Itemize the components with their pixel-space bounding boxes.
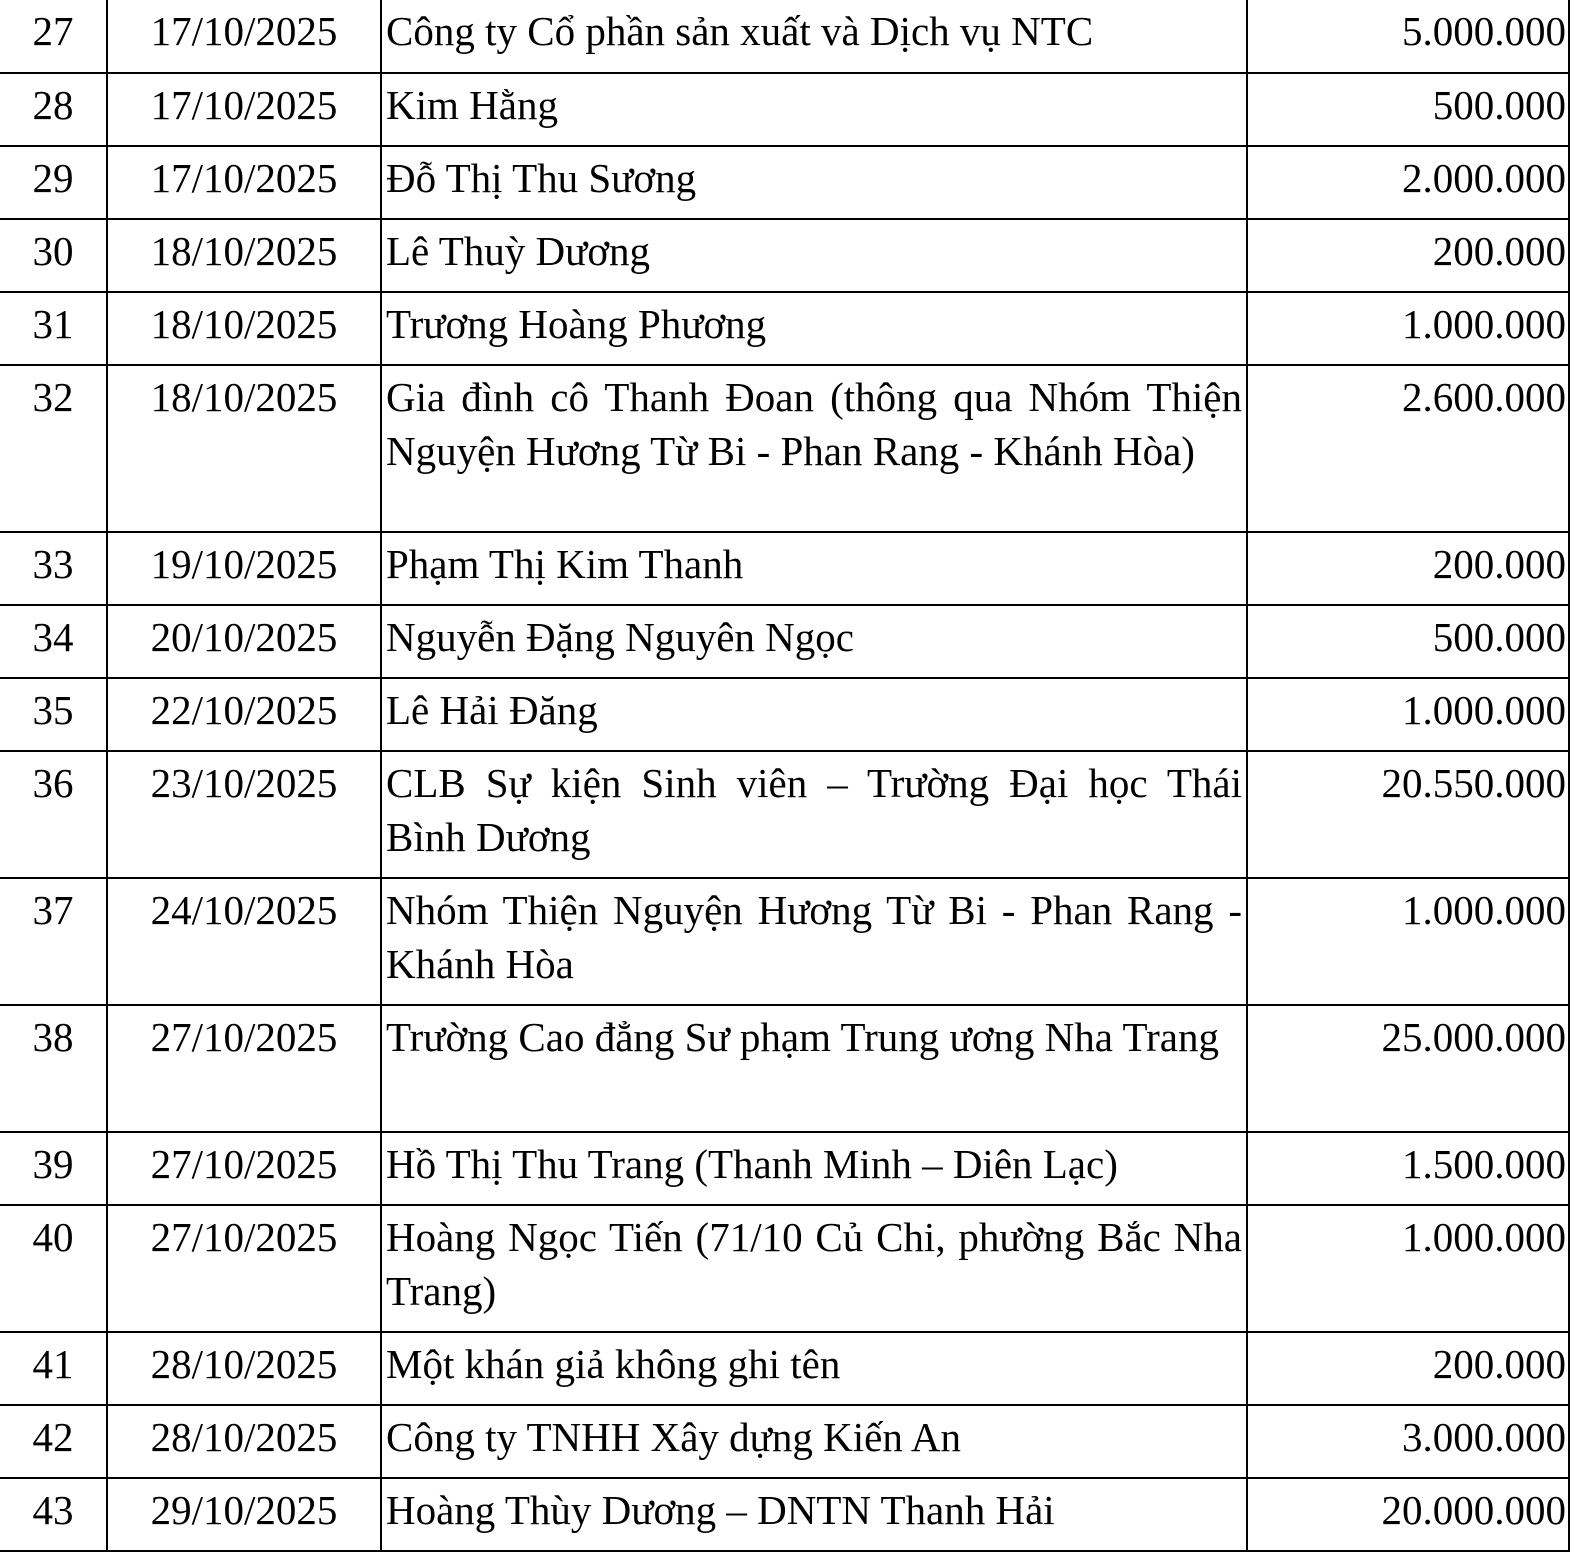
- row-number: 30: [32, 228, 74, 274]
- amount-cell: [1247, 365, 1569, 532]
- donation-date: 29/10/2025: [150, 1487, 338, 1533]
- donation-date: 18/10/2025: [150, 374, 338, 420]
- donor-name: CLB Sự kiện Sinh viên – Trường Đại học Thái Bình Dương: [386, 760, 1242, 860]
- donor-cell: [381, 532, 1247, 605]
- date-cell: [107, 878, 381, 1005]
- donor-cell: [381, 0, 1247, 73]
- amount-cell: [1247, 1205, 1569, 1332]
- table-row: [0, 73, 1569, 146]
- date-cell: [107, 678, 381, 751]
- donation-date: 18/10/2025: [150, 301, 338, 347]
- date-cell: [107, 146, 381, 219]
- donation-amount: 20.000.000: [1381, 1487, 1566, 1533]
- row-number: 43: [32, 1487, 74, 1533]
- donor-cell: [381, 878, 1247, 1005]
- table-row: [0, 878, 1569, 1005]
- donor-cell: [381, 605, 1247, 678]
- donor-name: Trường Cao đẳng Sư phạm Trung ương Nha Trang: [386, 1014, 1219, 1060]
- amount-cell: [1247, 1478, 1569, 1551]
- row-number: 27: [32, 8, 74, 54]
- donation-amount: 200.000: [1432, 1341, 1566, 1387]
- donor-cell: [381, 1205, 1247, 1332]
- amount-cell: [1247, 0, 1569, 73]
- donor-name: Một khán giả không ghi tên: [386, 1341, 841, 1387]
- amount-cell: [1247, 1005, 1569, 1132]
- table-row: [0, 751, 1569, 878]
- donor-name: Hoàng Thùy Dương – DNTN Thanh Hải: [386, 1487, 1055, 1533]
- donation-amount: 2.600.000: [1402, 374, 1566, 420]
- row-number-cell: [0, 751, 107, 878]
- row-number-cell: [0, 219, 107, 292]
- donation-date: 28/10/2025: [150, 1414, 338, 1460]
- row-number: 31: [32, 301, 74, 347]
- date-cell: [107, 1205, 381, 1332]
- donation-amount: 3.000.000: [1402, 1414, 1566, 1460]
- table-row: [0, 1005, 1569, 1132]
- donation-date: 27/10/2025: [150, 1141, 338, 1187]
- date-cell: [107, 1005, 381, 1132]
- row-number-cell: [0, 1478, 107, 1551]
- table-row: [0, 1478, 1569, 1551]
- table-row: [0, 605, 1569, 678]
- donor-cell: [381, 751, 1247, 878]
- table-row: [0, 219, 1569, 292]
- donation-amount: 200.000: [1432, 228, 1566, 274]
- donation-date: 19/10/2025: [150, 541, 338, 587]
- row-number: 29: [32, 155, 74, 201]
- row-number: 40: [32, 1214, 74, 1260]
- donor-name: Công ty TNHH Xây dựng Kiến An: [386, 1414, 961, 1460]
- amount-cell: [1247, 219, 1569, 292]
- donation-date: 20/10/2025: [150, 614, 338, 660]
- row-number-cell: [0, 605, 107, 678]
- donor-name: Công ty Cổ phần sản xuất và Dịch vụ NTC: [386, 8, 1094, 54]
- date-cell: [107, 1478, 381, 1551]
- donation-date: 27/10/2025: [150, 1014, 338, 1060]
- amount-cell: [1247, 605, 1569, 678]
- amount-cell: [1247, 678, 1569, 751]
- table-row: [0, 146, 1569, 219]
- donor-name: Hoàng Ngọc Tiến (71/10 Củ Chi, phường Bắc Nha Trang): [386, 1214, 1242, 1314]
- row-number-cell: [0, 1405, 107, 1478]
- donation-amount: 200.000: [1432, 541, 1566, 587]
- donation-date: 28/10/2025: [150, 1341, 338, 1387]
- date-cell: [107, 532, 381, 605]
- donation-date: 27/10/2025: [150, 1214, 338, 1260]
- donor-cell: [381, 1005, 1247, 1132]
- row-number: 38: [32, 1014, 74, 1060]
- donor-name: Lê Hải Đăng: [386, 687, 598, 733]
- amount-cell: [1247, 878, 1569, 1005]
- donation-amount: 500.000: [1432, 82, 1566, 128]
- donation-amount: 1.000.000: [1402, 1214, 1566, 1260]
- donation-date: 22/10/2025: [150, 687, 338, 733]
- donor-name: Hồ Thị Thu Trang (Thanh Minh – Diên Lạc): [386, 1141, 1118, 1187]
- row-number-cell: [0, 878, 107, 1005]
- date-cell: [107, 751, 381, 878]
- donor-cell: [381, 1132, 1247, 1205]
- donor-name: Lê Thuỳ Dương: [386, 228, 651, 274]
- date-cell: [107, 1332, 381, 1405]
- table-row: [0, 365, 1569, 532]
- row-number-cell: [0, 678, 107, 751]
- donor-cell: [381, 365, 1247, 532]
- row-number-cell: [0, 1332, 107, 1405]
- date-cell: [107, 1132, 381, 1205]
- donation-amount: 2.000.000: [1402, 155, 1566, 201]
- row-number-cell: [0, 365, 107, 532]
- amount-cell: [1247, 532, 1569, 605]
- row-number: 35: [32, 687, 74, 733]
- donor-cell: [381, 1332, 1247, 1405]
- table-row: [0, 1405, 1569, 1478]
- donation-date: 18/10/2025: [150, 228, 338, 274]
- row-number-cell: [0, 1132, 107, 1205]
- donation-amount: 20.550.000: [1381, 760, 1566, 806]
- amount-cell: [1247, 73, 1569, 146]
- row-number: 28: [32, 82, 74, 128]
- donor-name: Nhóm Thiện Nguyện Hương Từ Bi - Phan Rang - Khánh Hòa: [386, 887, 1242, 987]
- row-number: 37: [32, 887, 74, 933]
- donation-amount: 500.000: [1432, 614, 1566, 660]
- row-number: 34: [32, 614, 74, 660]
- row-number-cell: [0, 0, 107, 73]
- date-cell: [107, 292, 381, 365]
- date-cell: [107, 1405, 381, 1478]
- row-number: 42: [32, 1414, 74, 1460]
- row-number: 36: [32, 760, 74, 806]
- row-number-cell: [0, 1205, 107, 1332]
- table-row: [0, 292, 1569, 365]
- donor-name: Gia đình cô Thanh Đoan (thông qua Nhóm Thiện Nguyện Hương Từ Bi - Phan Rang - Khánh Hòa): [386, 374, 1242, 474]
- donor-cell: [381, 219, 1247, 292]
- table-row: [0, 532, 1569, 605]
- donor-cell: [381, 678, 1247, 751]
- donation-date: 17/10/2025: [150, 82, 338, 128]
- table-row: [0, 1132, 1569, 1205]
- donor-name: Đỗ Thị Thu Sương: [386, 155, 697, 201]
- date-cell: [107, 0, 381, 73]
- donation-amount: 1.000.000: [1402, 887, 1566, 933]
- amount-cell: [1247, 1405, 1569, 1478]
- table-row: [0, 1205, 1569, 1332]
- donor-name: Phạm Thị Kim Thanh: [386, 541, 744, 587]
- donation-date: 23/10/2025: [150, 760, 338, 806]
- amount-cell: [1247, 146, 1569, 219]
- donation-amount: 5.000.000: [1402, 8, 1566, 54]
- donor-cell: [381, 292, 1247, 365]
- row-number: 33: [32, 541, 74, 587]
- donor-cell: [381, 1405, 1247, 1478]
- donation-amount: 25.000.000: [1381, 1014, 1566, 1060]
- amount-cell: [1247, 1332, 1569, 1405]
- row-number: 41: [32, 1341, 74, 1387]
- donor-cell: [381, 1478, 1247, 1551]
- donation-amount: 1.000.000: [1402, 687, 1566, 733]
- row-number: 39: [32, 1141, 74, 1187]
- row-number-cell: [0, 292, 107, 365]
- date-cell: [107, 365, 381, 532]
- table-row: [0, 1332, 1569, 1405]
- donation-date: 17/10/2025: [150, 155, 338, 201]
- row-number-cell: [0, 1005, 107, 1132]
- date-cell: [107, 73, 381, 146]
- amount-cell: [1247, 751, 1569, 878]
- row-number-cell: [0, 146, 107, 219]
- amount-cell: [1247, 1132, 1569, 1205]
- donation-date: 24/10/2025: [150, 887, 338, 933]
- donor-name: Kim Hằng: [386, 82, 558, 128]
- row-number: 32: [32, 374, 74, 420]
- donor-name: Trương Hoàng Phương: [386, 301, 767, 347]
- row-number-cell: [0, 532, 107, 605]
- donation-amount: 1.000.000: [1402, 301, 1566, 347]
- donor-cell: [381, 73, 1247, 146]
- amount-cell: [1247, 292, 1569, 365]
- date-cell: [107, 219, 381, 292]
- donor-cell: [381, 146, 1247, 219]
- table-row: [0, 678, 1569, 751]
- donation-date: 17/10/2025: [150, 8, 338, 54]
- donation-amount: 1.500.000: [1402, 1141, 1566, 1187]
- table-row: [0, 0, 1569, 73]
- donor-name: Nguyễn Đặng Nguyên Ngọc: [386, 614, 854, 660]
- date-cell: [107, 605, 381, 678]
- row-number-cell: [0, 73, 107, 146]
